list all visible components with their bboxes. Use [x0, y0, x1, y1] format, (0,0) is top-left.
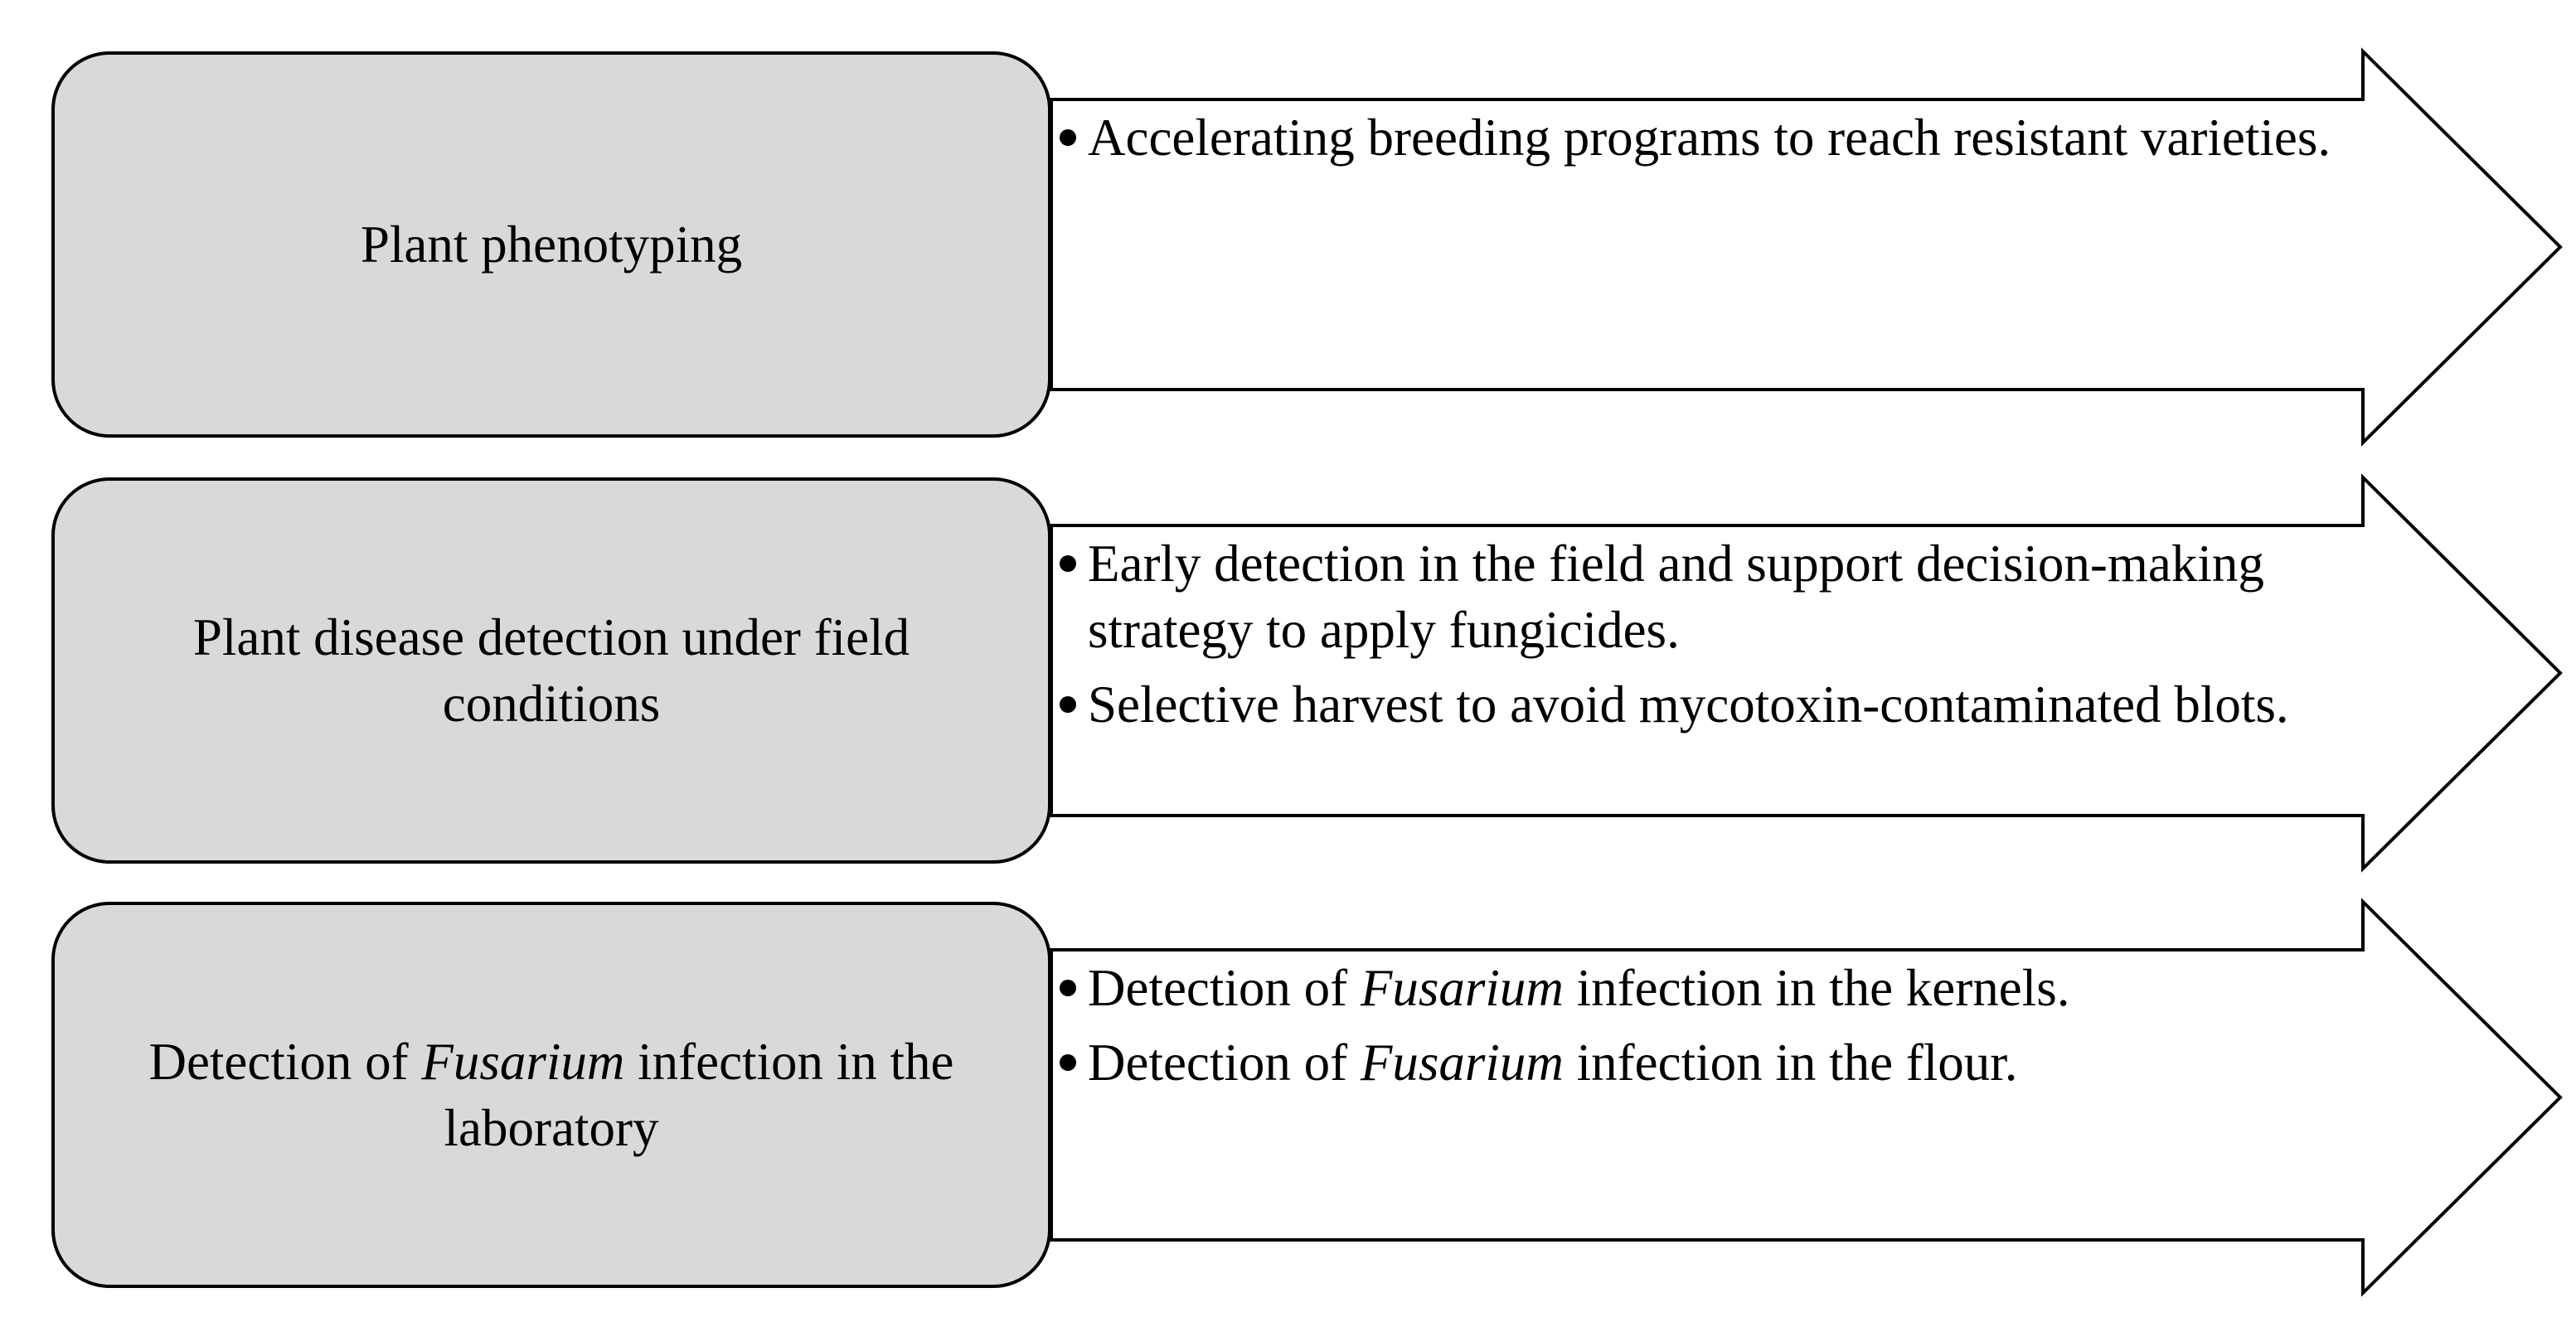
bullet-item: Early detection in the field and support decision-making strategy to apply fungicides. — [1055, 530, 2331, 663]
bullet-dot-icon — [1060, 1054, 1076, 1071]
bullet-item: Selective harvest to avoid mycotoxin-contaminated blots. — [1055, 671, 2331, 738]
category-label: Detection of Fusarium infection in the laboratory — [148, 1033, 954, 1157]
bullet-list — [1055, 104, 2331, 179]
row-field-detection — [0, 477, 2576, 867]
bullet-list — [1055, 955, 2331, 1104]
bullet-dot-icon — [1060, 696, 1076, 713]
category-box — [51, 477, 1051, 864]
bullet-list — [1055, 530, 2331, 746]
category-label: Plant disease detection under field conditions — [192, 608, 910, 733]
bullet-dot-icon — [1060, 129, 1076, 146]
row-phenotyping — [0, 51, 2576, 441]
category-box — [51, 902, 1051, 1288]
bullet-item: Detection of Fusarium infection in the flour. — [1055, 1029, 2331, 1096]
row-laboratory-detection — [0, 902, 2576, 1291]
bullet-item: Detection of Fusarium infection in the kernels. — [1055, 955, 2331, 1021]
bullet-dot-icon — [1060, 555, 1076, 572]
bullet-item: Accelerating breeding programs to reach resistant varieties. — [1055, 104, 2331, 171]
category-box — [51, 51, 1051, 438]
bullet-dot-icon — [1060, 980, 1076, 996]
category-label: Plant phenotyping — [360, 215, 743, 274]
